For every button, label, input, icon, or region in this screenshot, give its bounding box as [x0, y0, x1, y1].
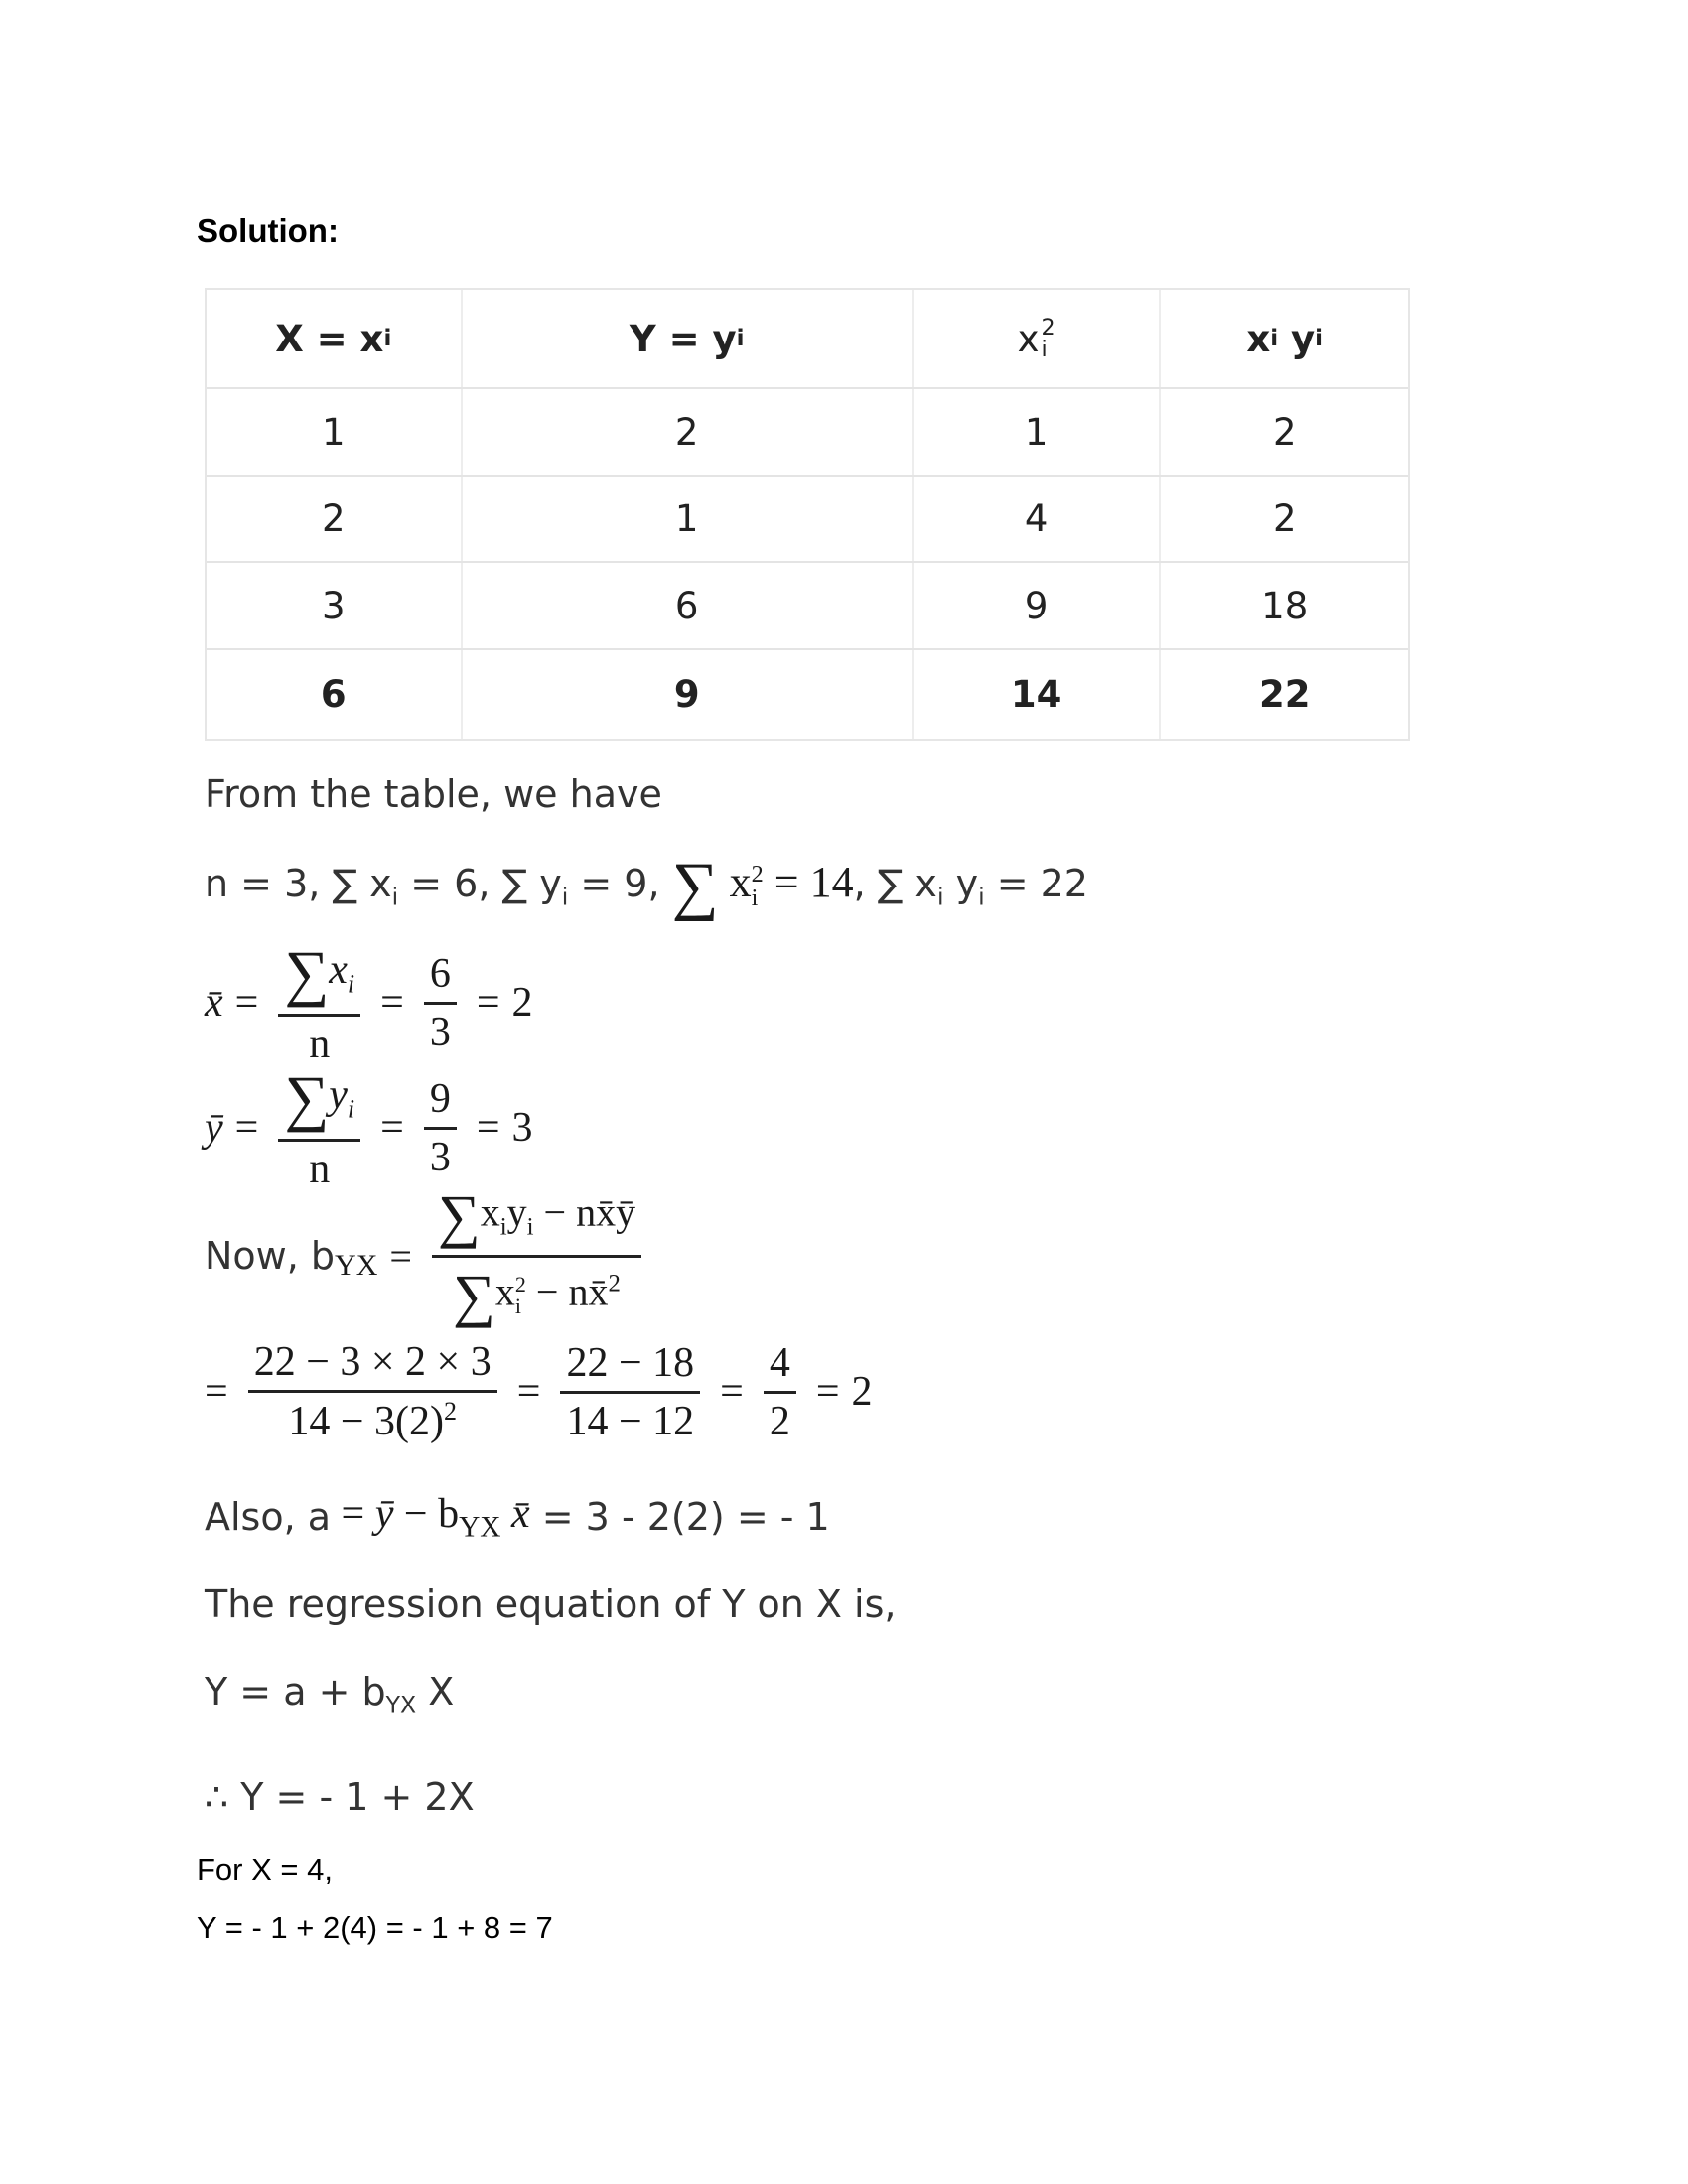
table-cell: 1: [914, 389, 1162, 475]
table-total-row: [207, 650, 1408, 739]
table-cell: 4: [914, 477, 1162, 561]
solution-heading: Solution:: [197, 212, 339, 249]
table-cell: 2: [463, 389, 914, 475]
total-cell: 9: [463, 650, 914, 739]
table-cell: 1: [207, 389, 463, 475]
sums-line: n = 3, ∑ $x_i = 6$, ∑ $y_i = 9$, ∑ x 2 i = 14 , ∑ $x_i$ $y_i = 22$: [205, 850, 1088, 922]
header-xy: x i y i: [1246, 317, 1324, 360]
header-x: X = x i: [207, 290, 463, 387]
mean-x-equation: x̄ = $\frac{\sum x_i}{n}$ = $\frac{6}{3}$ = 2: [205, 938, 533, 1067]
table-cell: 3: [207, 563, 463, 648]
from-table-text: From the table, we have: [205, 772, 662, 816]
table-cell: 2: [1272, 497, 1297, 540]
final-calculation: Y = - 1 + 2(4) = - 1 + 8 = 7: [197, 1910, 553, 1945]
byx-formula: Now, b $_{YX}$ = $\sum x_iy_i$ − nx̄ȳ ∑x 2 i − nx̄$^2$: [205, 1189, 649, 1322]
regression-general-equation: $Y = a + b_{YX}$ X: [205, 1670, 455, 1719]
table-cell: 9: [914, 563, 1162, 648]
intercept-equation: Also, a = ȳ − $b_{YX}$ x̄ = 3 - 2(2) = - 1: [205, 1490, 830, 1544]
table-header-row: [207, 290, 1408, 389]
table-cell: 1: [463, 477, 914, 561]
header-x-squared: x 2 i: [914, 290, 1162, 387]
total-cell: 14: [914, 650, 1162, 739]
table-cell: 6: [463, 563, 914, 648]
total-cell: 22: [1258, 673, 1311, 716]
regression-result: ∴ Y = - 1 + 2X: [205, 1775, 475, 1819]
mean-y-equation: ȳ = $\frac{\sum y_i}{n}$ = $\frac{9}{3}$ = 3: [205, 1063, 533, 1192]
calculation-table: [205, 288, 1410, 741]
header-y: Y = y i: [463, 290, 914, 387]
table-row: [207, 477, 1408, 563]
total-cell: 6: [207, 650, 463, 739]
regression-intro: The regression equation of Y on X is,: [205, 1582, 897, 1626]
for-x-text: For X = 4,: [197, 1852, 333, 1887]
table-cell: 2: [207, 477, 463, 561]
table-cell: 2: [1272, 410, 1297, 454]
byx-calculation: = $\frac{22 - 3 \times 2 \times 3}{14 - 3(2)^2}$ = $\frac{22 - 18}{14 - 12}$ = $\frac{4}{2}$ = 2: [205, 1339, 873, 1444]
table-row: [207, 563, 1408, 650]
table-cell: 18: [1261, 584, 1309, 627]
table-row: [207, 389, 1408, 477]
